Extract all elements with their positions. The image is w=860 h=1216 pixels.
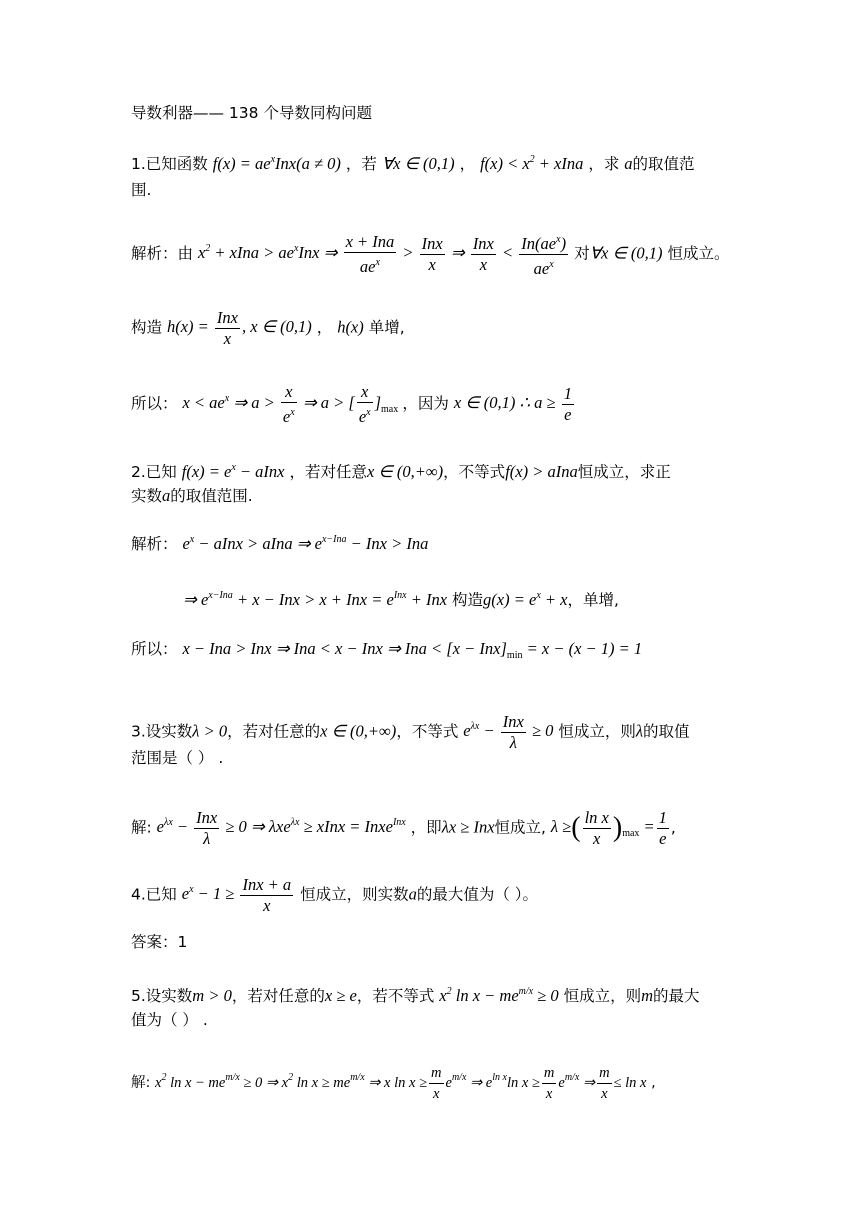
p1-construct-label: 构造: [131, 318, 163, 337]
p1-h-frac: [215, 308, 240, 349]
p1-f3-num: Inx: [472, 234, 494, 253]
p1-ineq-b: + xIna: [538, 154, 584, 173]
p1-f4-num-exp: x: [556, 234, 561, 245]
p2-func-tail: − aInx: [239, 462, 285, 481]
p3-ineq-a: e: [463, 721, 471, 741]
p4-s-a-exp: x: [189, 884, 194, 896]
p1-f4-den-base: ae: [533, 259, 550, 278]
p3-t6: 恒成立,: [494, 818, 546, 837]
p3-s-lam: λ ≥: [550, 817, 572, 837]
p2-func-exp: x: [231, 462, 236, 473]
p1-f1-den-base: ae: [359, 257, 376, 276]
p5-frac-2: [542, 1063, 556, 1104]
p2-s2b: + x − Inx > x + Inx = e: [236, 590, 394, 609]
p2-s1c: − Inx > Ina: [350, 534, 429, 553]
p3-ineq: [463, 712, 554, 752]
p5-s-f: e: [445, 1074, 452, 1091]
p1-func: [213, 154, 341, 173]
p2-so-a: x − Ina > Inx ⇒ Ina < x − Inx ⇒ Ina < [x − Inx]: [182, 639, 507, 658]
p1-func-tail: Inx(a ≠ 0): [275, 154, 341, 173]
p2-s2a-exp: x−Ina: [208, 590, 233, 601]
p5-s-a-exp: 2: [161, 1071, 167, 1083]
p5-s-end: ,: [651, 1074, 656, 1091]
p2-ineq: f(x) > aIna: [505, 462, 578, 481]
title-text: 导数利器—— 138 个导数同构问题: [131, 104, 372, 122]
problem-3-line2: [131, 747, 223, 769]
p3-rparen: ): [612, 812, 623, 844]
p5-ineq-a-exp: 2: [446, 986, 452, 997]
p1-so-max: max: [381, 404, 399, 416]
p1-f1-den-exp: x: [375, 257, 380, 268]
p2-g-tail: + x: [544, 590, 568, 609]
p5-s-d: ln x ≥ me: [296, 1074, 351, 1091]
p2-func: [182, 462, 285, 481]
problem-5-solution: [131, 1063, 656, 1104]
p2-var: a: [162, 486, 171, 505]
p1-lt: <: [502, 243, 514, 263]
p3-ineq-a-exp: λx: [470, 721, 480, 733]
p3-s-r-den: e: [659, 829, 667, 848]
p5-s-e: ⇒ x ln x ≥: [368, 1074, 428, 1091]
p3-sol-label: 解:: [131, 818, 152, 837]
p3-s-d: ≥ xInx = Inxe: [303, 817, 393, 837]
p5-s-c-exp: 2: [288, 1071, 294, 1083]
p1-because: ，因为: [402, 394, 449, 413]
p5-s-b-exp: m/x: [225, 1071, 240, 1083]
p1-f1-num: x + Ina: [345, 232, 395, 251]
p5-f1-num: m: [429, 1063, 443, 1084]
p1-h-num: Inx: [216, 308, 238, 327]
p5-f1-den: x: [433, 1086, 440, 1102]
p5-s-b: ln x − me: [170, 1074, 226, 1091]
p2-func-base: f(x) = e: [181, 462, 232, 481]
p5-var: m: [641, 986, 654, 1005]
p1-h-inc: 单增,: [368, 318, 405, 337]
p2-so-b: = x − (x − 1) = 1: [526, 639, 643, 658]
p2-s1a-exp: x: [189, 534, 195, 545]
p3-t2: ，不等式: [396, 722, 459, 741]
p5-sol-label: 解:: [131, 1074, 151, 1091]
p2-g-exp: x: [536, 590, 541, 601]
p4-frac: [240, 875, 293, 916]
p4-t2: 的最大值为（ ）。: [416, 885, 539, 904]
p1-frac-4: [519, 230, 568, 279]
p1-tail: 的取值范: [632, 155, 695, 173]
p1-f2-den: x: [428, 255, 436, 274]
p2-s2c: + Inx: [410, 590, 448, 609]
p1-so-frac-1: [281, 382, 297, 427]
p5-dom: x ≥ e: [324, 986, 357, 1005]
p5-f2-den: x: [545, 1086, 553, 1102]
p3-s-rfrac: [657, 808, 669, 849]
problem-2-line2: [131, 485, 253, 507]
p3-lparen: (: [571, 812, 581, 844]
p3-s-r-num: 1: [658, 808, 667, 827]
problem-4-answer: [131, 931, 187, 953]
p1-so-frac-3: [562, 384, 574, 425]
p2-sol-label: 解析：: [131, 535, 178, 553]
p2-so-expr: [182, 639, 643, 661]
p1-h-den: x: [223, 329, 232, 348]
p1-f4-num: [519, 230, 568, 255]
p1-so-expr: [182, 382, 402, 426]
p1-so-a: x < ae: [182, 393, 225, 413]
p1-f4-num-tail: ): [560, 234, 567, 253]
p5-s-j: ⇒: [582, 1074, 596, 1091]
p4-prefix: 4.已知: [131, 885, 177, 904]
p1-h-dom: , x ∈ (0,1): [241, 317, 312, 337]
problem-5-line2: [131, 1009, 208, 1031]
p1-so-f-den-base: e: [282, 407, 291, 426]
p1-f3-den: x: [479, 255, 488, 274]
problem-1-construct: [131, 308, 405, 349]
p5-ineq-a: x: [439, 986, 447, 1005]
p1-so-a-exp: x: [224, 393, 230, 405]
p5-ineq-b-exp: m/x: [518, 986, 534, 997]
p1-sol-b: + xIna > ae: [214, 243, 294, 263]
p5-frac-3: [597, 1063, 611, 1104]
problem-1-solution: [131, 230, 730, 279]
p4-var: a: [408, 884, 417, 904]
p2-s1b-exp: x−Ina: [321, 534, 347, 545]
p3-s-a-exp: λx: [164, 817, 173, 829]
p5-s-g-exp: ln x: [492, 1071, 507, 1083]
p4-answer: 答案：1: [131, 933, 188, 951]
p3-t5: ，即: [410, 818, 442, 837]
p1-hold: 恒成立。: [667, 244, 730, 263]
p4-expr: [181, 875, 295, 915]
p3-s-expr: [156, 808, 406, 848]
p1-line2: 围.: [131, 181, 152, 199]
p3-s-p-den: x: [593, 829, 601, 848]
p1-sol-a-exp: 2: [205, 243, 211, 255]
p2-g: [483, 590, 567, 609]
p5-s-d-exp: m/x: [350, 1071, 365, 1083]
p3-t1: ，若对任意的: [227, 722, 321, 741]
p3-s-d-exp: Inx: [392, 817, 406, 829]
p3-ineq-b: −: [483, 721, 495, 741]
p1-h-comma: ，: [316, 318, 333, 337]
p3-s-p-num: ln x: [584, 808, 609, 827]
p1-so-label: 所以：: [131, 394, 178, 413]
problem-1-statement: [131, 149, 695, 175]
p5-s-a: x: [155, 1074, 162, 1091]
p3-s-eq: =: [643, 817, 655, 837]
p1-h-name: h(x): [337, 317, 364, 337]
p5-ineq: [439, 986, 558, 1005]
p3-s-f-num: Inx: [196, 808, 218, 827]
p1-so-g-den: [357, 403, 373, 427]
p3-prefix: 3.设实数: [131, 722, 193, 741]
p3-dom: x ∈ (0,+∞): [320, 721, 397, 741]
p3-frac: [501, 712, 526, 753]
p3-s-e: λx ≥ Inx: [441, 817, 495, 837]
p3-s-frac: [194, 808, 219, 849]
p1-f4-den-exp: x: [549, 259, 554, 270]
problem-3-solution: [131, 808, 676, 849]
p1-sol-a: x: [197, 243, 206, 263]
p1-frac-1: [344, 232, 397, 277]
p1-so-f-den-exp: x: [290, 407, 295, 418]
p2-s2a: ⇒ e: [183, 590, 209, 609]
p5-t4: 的最大: [653, 987, 700, 1005]
p2-line2b: 的取值范围.: [170, 487, 253, 505]
p3-line2: 范围是（ ） .: [131, 749, 224, 767]
p1-ineq: [480, 154, 583, 173]
p5-s-i: e: [558, 1074, 565, 1091]
p3-ineq-c: ≥ 0: [531, 721, 554, 741]
p3-f-den: λ: [509, 733, 517, 752]
p4-s-b: − 1 ≥: [197, 884, 235, 904]
p4-f-num: Inx + a: [242, 875, 292, 894]
p3-t3: 恒成立，则: [558, 722, 636, 741]
p5-ineq-b: ln x − me: [455, 986, 519, 1005]
p1-func-exp: x: [270, 154, 276, 165]
p2-s1b: − aInx > aIna ⇒ e: [198, 534, 322, 553]
p1-so-g-den-exp: x: [366, 407, 371, 418]
p1-sol-c: Inx ⇒: [298, 243, 338, 263]
p2-line2a: 实数: [131, 487, 163, 505]
p1-cond2: ∀x ∈ (0,1): [589, 243, 663, 263]
p1-so-b: ⇒ a >: [233, 393, 275, 413]
p1-so-g-num: x: [357, 382, 373, 403]
p1-sol-expr: [197, 232, 574, 278]
problem-2-so: [131, 638, 642, 667]
p3-s-result: [550, 808, 671, 848]
p2-t1: ，若对任意: [289, 463, 367, 481]
p1-func-base: f(x) = ae: [212, 154, 271, 173]
problem-1-so: [131, 382, 576, 427]
p1-h-expr: [166, 308, 312, 348]
p2-t2: ，不等式: [443, 463, 506, 481]
p3-cond: λ > 0: [192, 721, 228, 741]
p3-s-pfrac: [583, 808, 611, 849]
p1-so-expr2: [453, 384, 576, 424]
p1-so-h-num: 1: [563, 384, 572, 403]
p1-implies: ⇒: [450, 243, 465, 263]
p1-prefix: 1.已知函数: [131, 155, 208, 173]
p4-f-den: x: [263, 896, 271, 915]
p1-comma2: ，: [459, 155, 476, 173]
problem-1-line2: [131, 179, 151, 201]
p5-s-k: ≤ ln x: [613, 1074, 647, 1091]
p3-s-max: max: [622, 828, 640, 840]
p5-s-f-exp: m/x: [451, 1071, 467, 1083]
p1-so-c: ⇒ a > [: [302, 393, 355, 413]
p1-f1-den: [344, 253, 397, 277]
p3-s-c: ≥ 0 ⇒ λxe: [225, 817, 291, 837]
p3-lam: λ: [635, 721, 644, 741]
p5-prefix: 5.设实数: [131, 987, 193, 1005]
p2-s2: [183, 590, 447, 609]
p2-t3: 恒成立，求正: [577, 463, 671, 481]
p3-s-c-exp: λx: [290, 817, 300, 829]
p5-ineq-c: ≥ 0: [537, 986, 559, 1005]
p2-prefix: 2.已知: [131, 463, 177, 481]
p1-so-f-den: [281, 403, 297, 427]
p3-f-num: Inx: [502, 712, 524, 731]
problem-4-statement: [131, 875, 538, 916]
p3-s-end: ,: [670, 818, 676, 837]
problem-2-statement: [131, 457, 671, 483]
p4-t1: 恒成立，则实数: [300, 885, 409, 904]
p2-construct: 构造: [452, 591, 484, 609]
p1-gt: >: [402, 243, 414, 263]
p1-h-def: h(x) =: [166, 317, 209, 337]
p1-ineq-a: f(x) < x: [480, 154, 530, 173]
p1-f4-den: [519, 255, 568, 279]
p1-so-g-den-base: e: [358, 407, 367, 426]
p1-ineq-a-exp: 2: [529, 154, 535, 165]
p5-t3: 恒成立，则: [563, 987, 642, 1005]
problem-5-statement: [131, 981, 700, 1007]
p3-s-f-den: λ: [203, 829, 211, 848]
p2-inc: ，单增,: [567, 591, 619, 609]
p1-comma3: ，求: [588, 155, 620, 173]
p5-t1: ，若对任意的: [231, 987, 325, 1005]
p2-g-def: g(x) = e: [483, 590, 537, 609]
p1-so-frac-2: [357, 382, 373, 427]
p5-s-h: ln x ≥: [506, 1074, 540, 1091]
page-title: [131, 102, 372, 124]
p1-frac-3: [471, 234, 496, 275]
p1-var: a: [624, 154, 633, 173]
p5-s-expr: [155, 1065, 647, 1102]
p1-sol-b-exp: x: [293, 243, 299, 255]
p1-so-h-den: e: [564, 405, 572, 424]
p5-s-c: ≥ 0 ⇒ x: [243, 1074, 289, 1091]
p3-s-a: e: [156, 817, 164, 837]
p1-cond: ∀x ∈ (0,1): [381, 154, 455, 173]
p2-s2b-exp: Inx: [393, 590, 407, 601]
p1-so-d: ]: [374, 393, 382, 413]
problem-2-solution: [131, 529, 428, 555]
p2-dom: x ∈ (0,+∞): [366, 462, 444, 481]
p5-line2: 值为（ ） .: [131, 1011, 208, 1029]
p2-so-min: min: [506, 650, 523, 661]
p5-frac-1: [429, 1063, 443, 1104]
p2-so-label: 所以：: [131, 640, 178, 658]
p1-f2-num: Inx: [421, 234, 443, 253]
p1-so-e: x ∈ (0,1) ∴ a ≥: [453, 393, 556, 413]
p5-s-i-exp: m/x: [564, 1071, 580, 1083]
p1-dui: 对: [574, 244, 590, 263]
p5-t2: ，若不等式: [356, 987, 435, 1005]
p1-comma1: ，若: [345, 155, 377, 173]
p2-s1: [182, 534, 428, 553]
p2-s1a: e: [182, 534, 190, 553]
p3-t4: 的取值: [643, 722, 690, 741]
p1-f4-num-base: In(ae: [521, 234, 557, 253]
problem-2-derivation: [183, 585, 619, 611]
p3-s-b: −: [176, 817, 189, 837]
p1-so-f-num: x: [281, 382, 297, 403]
p5-s-g: ⇒ e: [470, 1074, 493, 1091]
p5-f3-num: m: [597, 1063, 611, 1084]
p1-frac-2: [420, 234, 445, 275]
p1-sol-label: 解析：由: [131, 244, 194, 263]
p5-f2-num: m: [542, 1063, 556, 1084]
p5-cond: m > 0: [192, 986, 232, 1005]
p5-f3-den: x: [601, 1086, 608, 1102]
p4-s-a: e: [181, 884, 190, 904]
